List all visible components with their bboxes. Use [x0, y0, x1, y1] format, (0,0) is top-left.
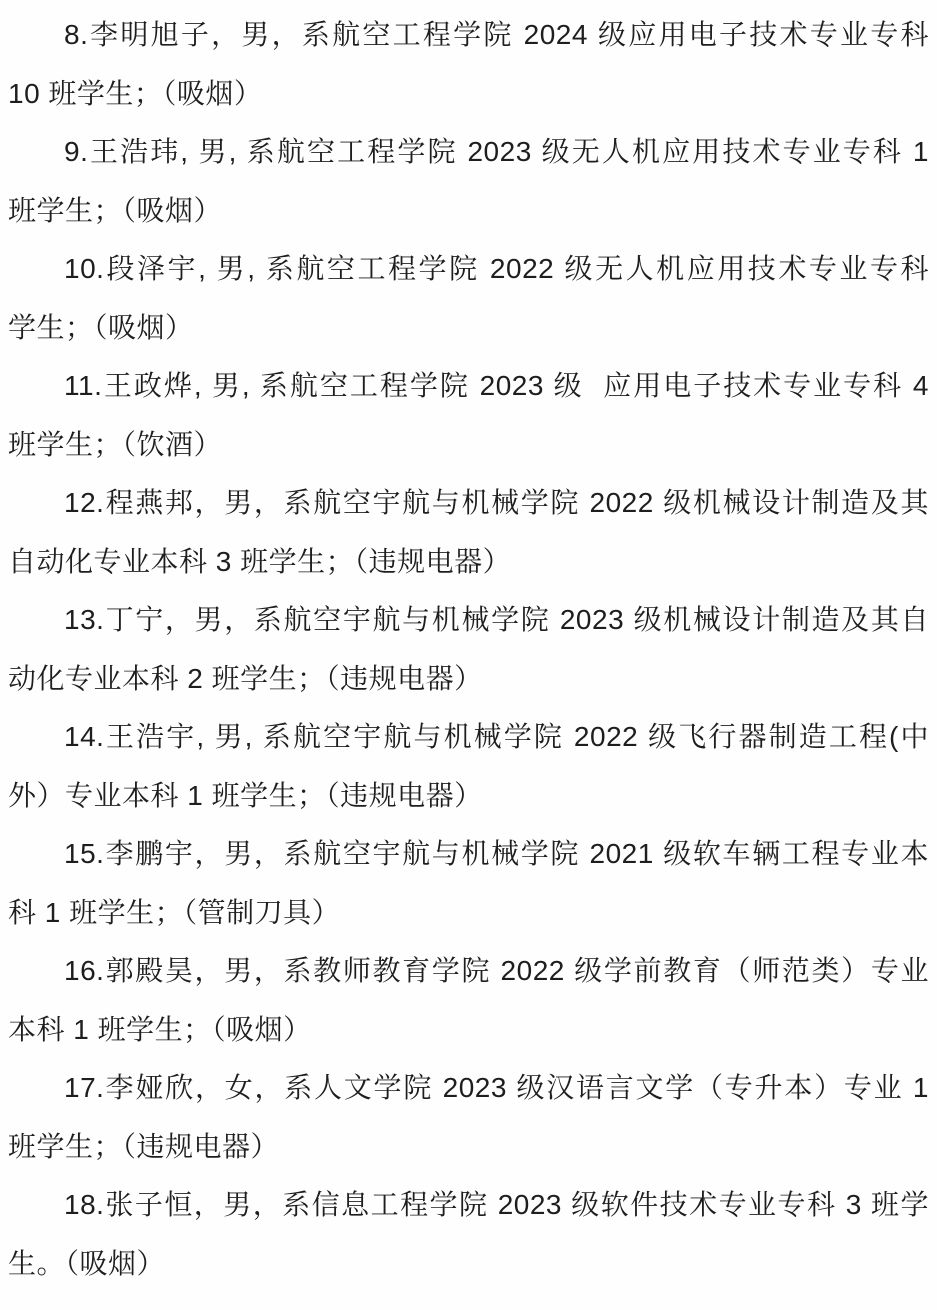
student-entry — [8, 1176, 929, 1293]
student-entry — [8, 708, 929, 825]
student-entry — [8, 240, 929, 357]
document-line: 本科 1 班学生；（吸烟） — [8, 1013, 312, 1045]
document-line: 动化专业本科 2 班学生；（违规电器） — [8, 662, 483, 694]
document-line: 生。（吸烟） — [8, 1247, 166, 1279]
document-line: 15.李鹏宇，男，系航空宇航与机械学院 2021 级软车辆工程专业本 — [64, 838, 929, 869]
document-line: 班学生；（饮酒） — [8, 428, 223, 460]
document-line: 自动化专业本科 3 班学生；（违规电器） — [8, 545, 512, 577]
student-entry — [8, 123, 929, 240]
document-line: 13.丁宁，男，系航空宇航与机械学院 2023 级机械设计制造及其自 — [64, 604, 929, 635]
student-entry — [8, 474, 929, 591]
student-entry — [8, 825, 929, 942]
document-line: 14.王浩宇, 男, 系航空宇航与机械学院 2022 级飞行器制造工程(中 — [64, 721, 929, 752]
document-line: 10.段泽宇, 男, 系航空工程学院 2022 级无人机应用技术专业专科 — [64, 253, 929, 284]
student-entry — [8, 591, 929, 708]
document-line: 17.李娅欣，女，系人文学院 2023 级汉语言文学（专升本）专业 1 — [64, 1072, 929, 1103]
document-line: 8.李明旭子，男，系航空工程学院 2024 级应用电子技术专业专科 — [64, 19, 929, 50]
document-line: 外）专业本科 1 班学生；（违规电器） — [8, 779, 483, 811]
document-line: 科 1 班学生；（管制刀具） — [8, 896, 341, 928]
student-entry — [8, 942, 929, 1059]
document-line: 12.程燕邦，男，系航空宇航与机械学院 2022 级机械设计制造及其 — [64, 487, 929, 518]
student-entry — [8, 1059, 929, 1176]
student-entry — [8, 6, 929, 123]
document-line: 10 班学生；（吸烟） — [8, 77, 263, 109]
document-line: 班学生；（违规电器） — [8, 1130, 280, 1162]
document-line: 16.郭殿昊，男，系教师教育学院 2022 级学前教育（师范类）专业 — [64, 955, 929, 986]
document-line: 18.张子恒，男，系信息工程学院 2023 级软件技术专业专科 3 班学 — [64, 1189, 929, 1220]
document-line: 学生；（吸烟） — [8, 311, 194, 343]
document-line: 9.王浩玮, 男, 系航空工程学院 2023 级无人机应用技术专业专科 1 — [64, 136, 929, 167]
document-line: 班学生；（吸烟） — [8, 194, 223, 226]
document-line: 11.王政烨, 男, 系航空工程学院 2023 级 应用电子技术专业专科 4 — [64, 370, 929, 401]
student-entry — [8, 357, 929, 474]
